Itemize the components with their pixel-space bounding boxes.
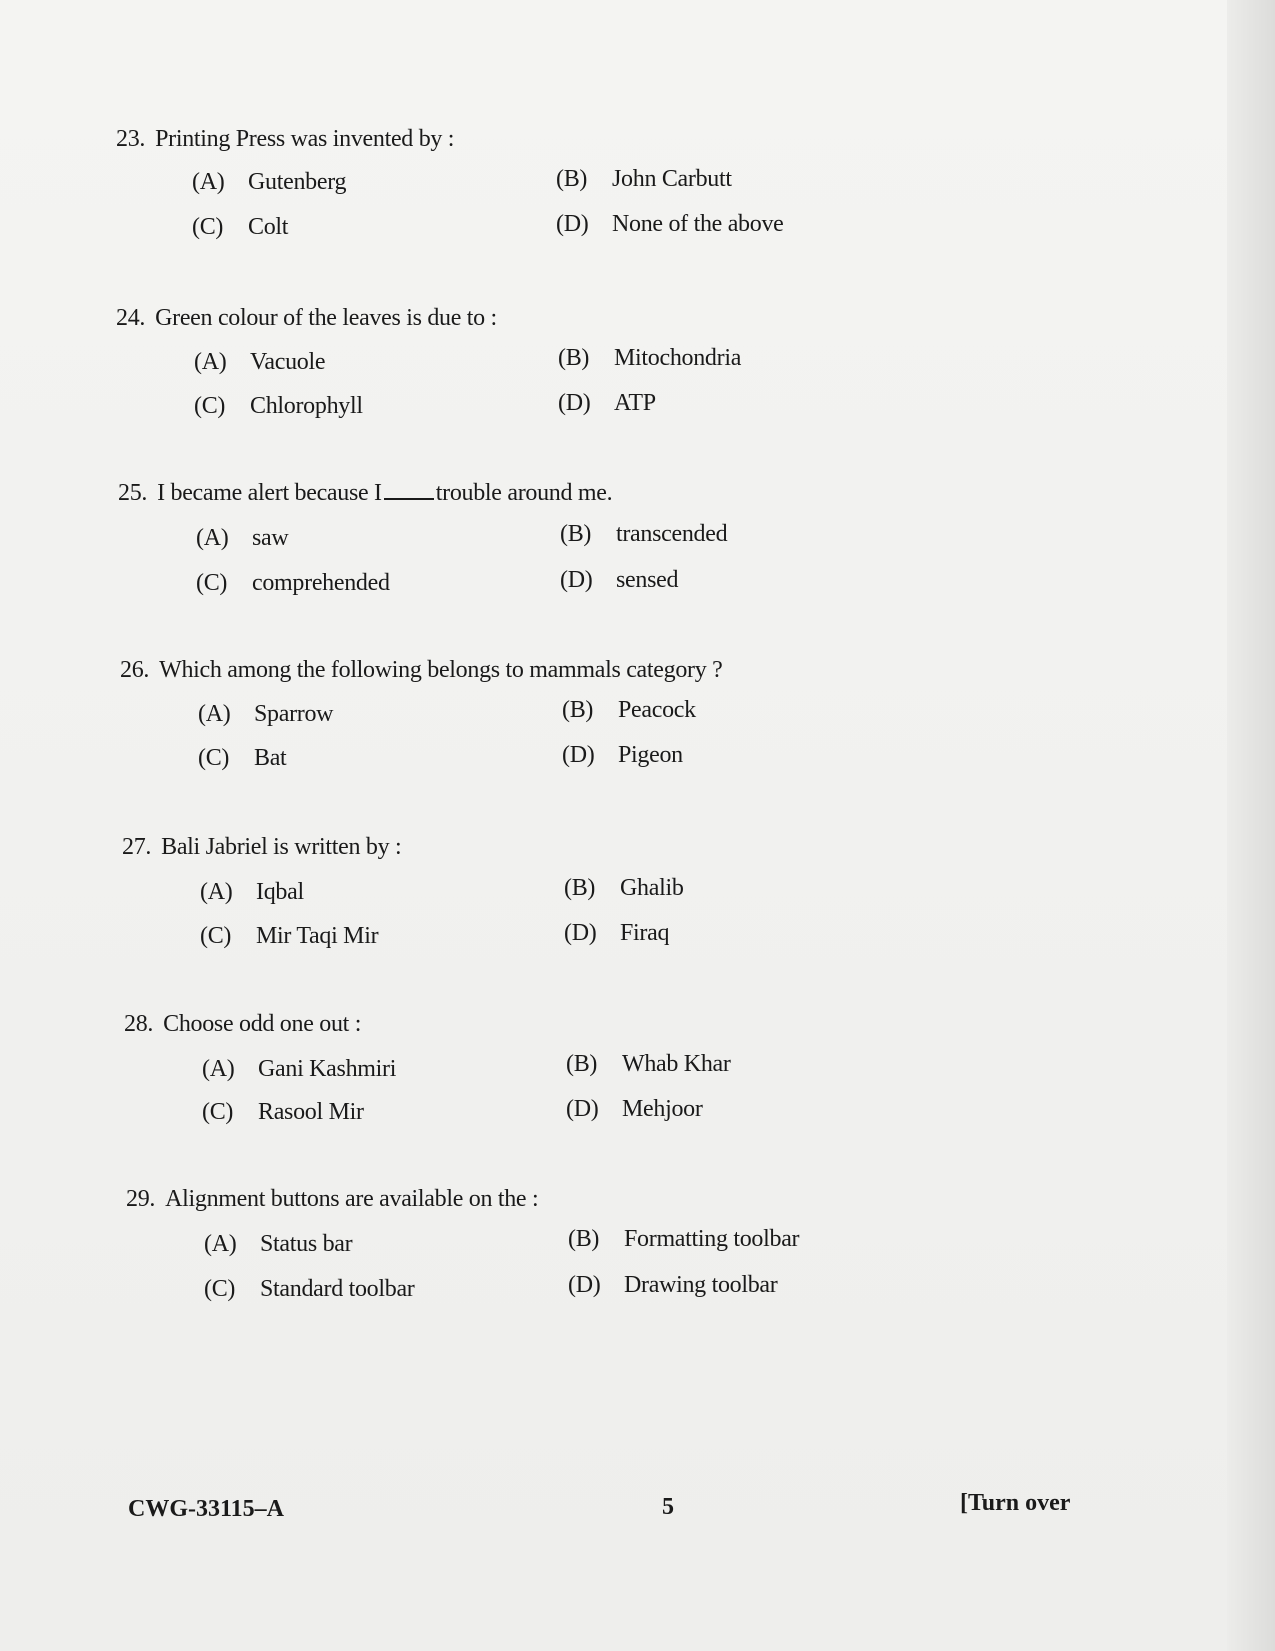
question-text-after: trouble around me. bbox=[435, 480, 613, 506]
question-text-before: I became alert because I bbox=[157, 480, 382, 506]
question-number: 23. bbox=[116, 126, 146, 152]
question-number: 25. bbox=[118, 480, 148, 506]
option-b: (B) transcended bbox=[560, 521, 728, 547]
question-text: Bali Jabriel is written by : bbox=[161, 834, 402, 860]
option-c: (C) Rasool Mir bbox=[202, 1099, 364, 1125]
question-text: Printing Press was invented by : bbox=[155, 126, 455, 152]
answer-blank bbox=[384, 480, 434, 500]
option-c: (C) Chlorophyll bbox=[194, 393, 363, 419]
option-c: (C) Bat bbox=[198, 745, 287, 771]
option-a: (A) saw bbox=[196, 525, 289, 551]
question-text: Which among the following belongs to mammals category ? bbox=[159, 657, 723, 683]
option-a: (A) Vacuole bbox=[194, 349, 326, 375]
option-a: (A) Gani Kashmiri bbox=[202, 1056, 397, 1082]
option-d: (D) Firaq bbox=[564, 920, 670, 946]
option-a: (A) Status bar bbox=[204, 1231, 353, 1257]
option-a: (A) Iqbal bbox=[200, 879, 304, 905]
question-number: 29. bbox=[126, 1186, 156, 1212]
option-c: (C) comprehended bbox=[196, 570, 390, 596]
option-d: (D) Drawing toolbar bbox=[568, 1272, 778, 1298]
option-a: (A) Sparrow bbox=[198, 701, 334, 727]
question-text: Alignment buttons are available on the : bbox=[165, 1186, 539, 1212]
question-text: Green colour of the leaves is due to : bbox=[155, 305, 497, 331]
paper-code: CWG-33115–A bbox=[128, 1496, 284, 1522]
option-b: (B) Peacock bbox=[562, 697, 696, 723]
question-stem bbox=[116, 126, 454, 153]
option-c: (C) Colt bbox=[192, 214, 289, 240]
question-stem bbox=[116, 305, 497, 332]
page-edge bbox=[1227, 0, 1275, 1651]
question-number: 24. bbox=[116, 305, 146, 331]
option-a: (A) Gutenberg bbox=[192, 169, 347, 195]
option-d: (D) None of the above bbox=[556, 211, 784, 237]
question-stem bbox=[126, 1186, 538, 1213]
question-stem bbox=[120, 657, 722, 684]
option-b: (B) Ghalib bbox=[564, 875, 684, 901]
option-d: (D) Pigeon bbox=[562, 742, 683, 768]
option-d: (D) ATP bbox=[558, 390, 656, 416]
question-number: 26. bbox=[120, 657, 150, 683]
option-c: (C) Mir Taqi Mir bbox=[200, 923, 379, 949]
turn-over-note: [Turn over bbox=[960, 1490, 1071, 1516]
question-text: Choose odd one out : bbox=[163, 1011, 362, 1037]
question-number: 28. bbox=[124, 1011, 154, 1037]
option-d: (D) Mehjoor bbox=[566, 1096, 703, 1122]
question-number: 27. bbox=[122, 834, 152, 860]
option-d: (D) sensed bbox=[560, 567, 679, 593]
option-b: (B) Mitochondria bbox=[558, 345, 742, 371]
option-b: (B) John Carbutt bbox=[556, 166, 732, 192]
option-b: (B) Whab Khar bbox=[566, 1051, 731, 1077]
question-stem bbox=[124, 1011, 361, 1038]
question-stem bbox=[122, 834, 401, 861]
option-c: (C) Standard toolbar bbox=[204, 1276, 415, 1302]
page-number: 5 bbox=[662, 1494, 674, 1520]
question-stem bbox=[118, 480, 612, 507]
option-b: (B) Formatting toolbar bbox=[568, 1226, 800, 1252]
